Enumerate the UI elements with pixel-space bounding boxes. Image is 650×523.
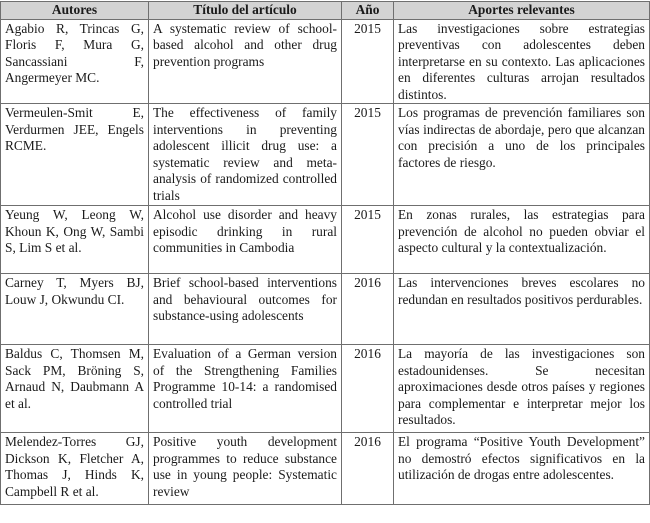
cell-authors: Carney T, Myers BJ, Louw J, Okwundu CI. [1,274,149,345]
cell-contribution: La mayoría de las investigaciones son estadounidenses. Se necesitan aproximaciones desde otros países y regiones para complementar e interpretar mejor los resultados. [394,345,650,433]
cell-title: Evaluation of a German version of the Strengthening Families Programme 10-14: a randomised controlled trial [149,345,342,433]
cell-authors: Vermeulen-Smit E, Verdurmen JEE, Engels RCME. [1,104,149,206]
header-authors: Autores [1,2,149,20]
cell-authors: Agabio R, Trincas G, Floris F, Mura G, Sancassiani F, Angermeyer MC. [1,19,149,104]
cell-year: 2015 [342,104,394,206]
header-row [1,2,650,20]
table-row [1,274,650,345]
table-header [1,2,650,20]
cell-authors: Baldus C, Thomsen M, Sack PM, Bröning S, Arnaud N, Daubmann A et al. [1,345,149,433]
cell-year: 2016 [342,433,394,505]
cell-authors: Yeung W, Leong W, Khoun K, Ong W, Sambi S, Lim S et al. [1,206,149,274]
cell-contribution: El programa “Positive Youth Development” no demostró efectos significativos en la utilización de drogas entre adolescentes. [394,433,650,505]
cell-title: Positive youth development programmes to reduce substance use in young people: Systematic review [149,433,342,505]
cell-title: Alcohol use disorder and heavy episodic drinking in rural communities in Cambodia [149,206,342,274]
header-contributions: Aportes relevantes [394,2,650,20]
cell-year: 2015 [342,206,394,274]
table-body [1,19,650,505]
table-row [1,206,650,274]
cell-contribution: En zonas rurales, las estrategias para prevención de alcohol no pueden obviar el aspecto cultural y la contextualización. [394,206,650,274]
table-row [1,433,650,505]
cell-year: 2016 [342,345,394,433]
cell-authors: Melendez-Torres GJ, Dickson K, Fletcher A, Thomas J, Hinds K, Campbell R et al. [1,433,149,505]
cell-year: 2016 [342,274,394,345]
cell-title: A systematic review of school-based alcohol and other drug prevention programs [149,19,342,104]
table-row [1,19,650,104]
cell-contribution: Las investigaciones sobre estrategias preventivas con adolescentes deben interpretarse en su contexto. Las aplicaciones en diferentes culturas arrojan resultados distintos. [394,19,650,104]
cell-year: 2015 [342,19,394,104]
cell-contribution: Los programas de prevención familiares son vías indirectas de abordaje, pero que alcanzan con precisión a uno de los principales factores de riesgo. [394,104,650,206]
table-row [1,104,650,206]
header-title: Título del artículo [149,2,342,20]
header-year: Año [342,2,394,20]
cell-title: Brief school-based interventions and behavioural outcomes for substance-using adolescents [149,274,342,345]
table-row [1,345,650,433]
cell-title: The effectiveness of family interventions in preventing adolescent illicit drug use: a systematic review and meta-analysis of randomized controlled trials [149,104,342,206]
literature-table [0,1,650,505]
cell-contribution: Las intervenciones breves escolares no redundan en resultados positivos perdurables. [394,274,650,345]
